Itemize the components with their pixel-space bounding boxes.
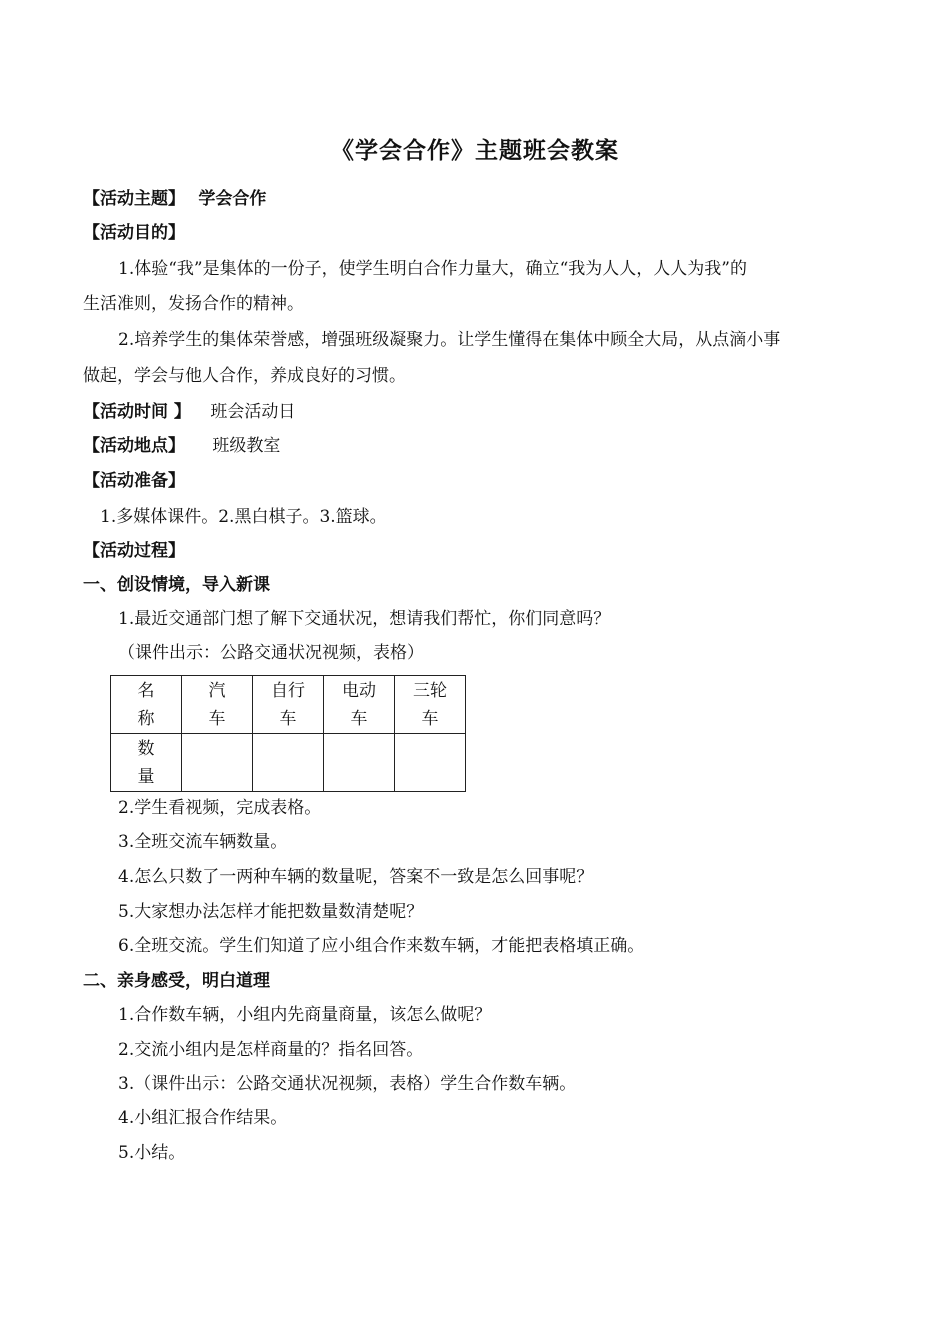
table-row (111, 734, 466, 792)
purpose-p1-line2: 生活准则，发扬合作的精神。 (83, 294, 304, 314)
table-header-cell: 三轮车 (395, 676, 466, 734)
section2-item1: 1.合作数车辆，小组内先商量商量，该怎么做呢？ (118, 1005, 492, 1025)
table-header-cell: 名称 (111, 676, 182, 734)
table-cell (253, 734, 324, 792)
prep-label: 【活动准备】 (83, 471, 185, 491)
section1-item4: 4.怎么只数了一两种车辆的数量呢，答案不一致是怎么回事呢？ (118, 867, 594, 887)
section2-item3: 3.（课件出示：公路交通状况视频，表格）学生合作数车辆。 (118, 1074, 577, 1094)
section1-heading: 一、创设情境，导入新课 (83, 575, 270, 595)
purpose-label: 【活动目的】 (83, 223, 185, 243)
theme-value: 学会合作 (198, 189, 267, 209)
purpose-p1-line1: 1.体验“我”是集体的一份子，使学生明白合作力量大，确立“我为人人，人人为我”的 (118, 259, 747, 279)
section2-item5: 5.小结。 (118, 1143, 186, 1163)
section1-item1: 1.最近交通部门想了解下交通状况，想请我们帮忙，你们同意吗？ (118, 609, 611, 629)
process-label: 【活动过程】 (83, 541, 185, 561)
purpose-p2-line1: 2.培养学生的集体荣誉感，增强班级凝聚力。让学生懂得在集体中顾全大局，从点滴小事 (118, 330, 781, 350)
section2-item4: 4.小组汇报合作结果。 (118, 1108, 288, 1128)
table-header-cell: 自行车 (253, 676, 324, 734)
purpose-p2-line2: 做起，学会与他人合作，养成良好的习惯。 (83, 366, 406, 386)
table-cell (182, 734, 253, 792)
place-label: 【活动地点】 (83, 436, 185, 456)
time-label: 【活动时间 】 (83, 402, 191, 422)
section2-heading: 二、亲身感受，明白道理 (83, 971, 270, 991)
section1-item2: 2.学生看视频，完成表格。 (118, 798, 322, 818)
theme-row (83, 187, 266, 211)
table-header-cell: 电动车 (324, 676, 395, 734)
place-row (83, 434, 280, 458)
section1-item6: 6.全班交流。学生们知道了应小组合作来数车辆，才能把表格填正确。 (118, 936, 645, 956)
table-cell (395, 734, 466, 792)
time-value: 班会活动日 (210, 402, 296, 422)
section1-item3: 3.全班交流车辆数量。 (118, 832, 288, 852)
theme-label: 【活动主题】 (83, 189, 185, 209)
section2-item2: 2.交流小组内是怎样商量的？指名回答。 (118, 1040, 424, 1060)
table-header-cell: 汽车 (182, 676, 253, 734)
table-row (111, 676, 466, 734)
section1-note: （课件出示：公路交通状况视频，表格） (118, 643, 424, 663)
table-row-label: 数量 (111, 734, 182, 792)
time-row (83, 400, 295, 424)
place-value: 班级教室 (212, 436, 281, 456)
prep-text: 1.多媒体课件。2.黑白棋子。3.篮球。 (100, 507, 387, 527)
vehicle-count-table (110, 675, 466, 792)
table-cell (324, 734, 395, 792)
document-title: 《学会合作》主题班会教案 (331, 138, 619, 164)
section1-item5: 5.大家想办法怎样才能把数量数清楚呢？ (118, 902, 424, 922)
